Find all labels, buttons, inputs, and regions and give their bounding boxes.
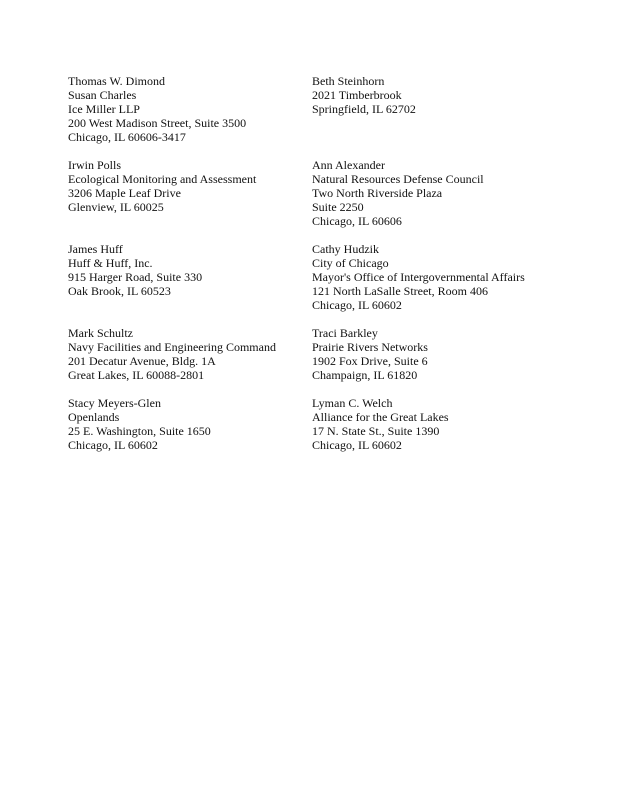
- contact-name-secondary: Susan Charles: [68, 88, 137, 102]
- address-block-meyers-glen: [68, 396, 211, 452]
- contact-name: Thomas W. Dimond: [68, 74, 166, 88]
- city-state-zip: Great Lakes, IL 60088-2801: [68, 368, 205, 382]
- city-state-zip: Chicago, IL 60602: [312, 438, 402, 452]
- address-block-steinhorn: [312, 74, 416, 116]
- organization-name: Ice Miller LLP: [68, 102, 140, 116]
- contact-name: Stacy Meyers-Glen: [68, 396, 161, 410]
- street-address: 17 N. State St., Suite 1390: [312, 424, 440, 438]
- organization-name: Natural Resources Defense Council: [312, 172, 484, 186]
- street-address: 121 North LaSalle Street, Room 406: [312, 284, 488, 298]
- city-state-zip: Chicago, IL 60602: [312, 298, 402, 312]
- address-block-huff: [68, 242, 202, 298]
- street-address: 200 West Madison Street, Suite 3500: [68, 116, 247, 130]
- organization-name: Ecological Monitoring and Assessment: [68, 172, 257, 186]
- city-state-zip: Chicago, IL 60606: [312, 214, 402, 228]
- contact-name: Irwin Polls: [68, 158, 122, 172]
- contact-name: Cathy Hudzik: [312, 242, 379, 256]
- contact-name: Ann Alexander: [312, 158, 385, 172]
- organization-name: Prairie Rivers Networks: [312, 340, 428, 354]
- suite-number: Suite 2250: [312, 200, 364, 214]
- city-state-zip: Champaign, IL 61820: [312, 368, 418, 382]
- address-block-dimond: [68, 74, 246, 144]
- city-state-zip: Chicago, IL 60602: [68, 438, 158, 452]
- city-state-zip: Chicago, IL 60606-3417: [68, 130, 186, 144]
- street-address: 2021 Timberbrook: [312, 88, 402, 102]
- address-block-alexander: [312, 158, 484, 228]
- street-address: 25 E. Washington, Suite 1650: [68, 424, 211, 438]
- contact-name: James Huff: [68, 242, 123, 256]
- city-state-zip: Oak Brook, IL 60523: [68, 284, 171, 298]
- organization-name: Alliance for the Great Lakes: [312, 410, 449, 424]
- contact-name: Mark Schultz: [68, 326, 133, 340]
- street-address: 3206 Maple Leaf Drive: [68, 186, 181, 200]
- contact-name: Beth Steinhorn: [312, 74, 385, 88]
- address-block-schultz: [68, 326, 276, 382]
- street-address: 201 Decatur Avenue, Bldg. 1A: [68, 354, 216, 368]
- address-block-hudzik: [312, 242, 525, 312]
- organization-name: Navy Facilities and Engineering Command: [68, 340, 276, 354]
- contact-name: Traci Barkley: [312, 326, 378, 340]
- organization-name: Huff & Huff, Inc.: [68, 256, 153, 270]
- street-address: Two North Riverside Plaza: [312, 186, 443, 200]
- address-block-polls: [68, 158, 256, 214]
- street-address: 915 Harger Road, Suite 330: [68, 270, 203, 284]
- city-state-zip: Springfield, IL 62702: [312, 102, 416, 116]
- organization-name: City of Chicago: [312, 256, 389, 270]
- organization-name: Openlands: [68, 410, 120, 424]
- contact-name: Lyman C. Welch: [312, 396, 393, 410]
- address-block-welch: [312, 396, 449, 452]
- city-state-zip: Glenview, IL 60025: [68, 200, 164, 214]
- street-address: 1902 Fox Drive, Suite 6: [312, 354, 428, 368]
- department-name: Mayor's Office of Intergovernmental Affairs: [312, 270, 525, 284]
- address-block-barkley: [312, 326, 428, 382]
